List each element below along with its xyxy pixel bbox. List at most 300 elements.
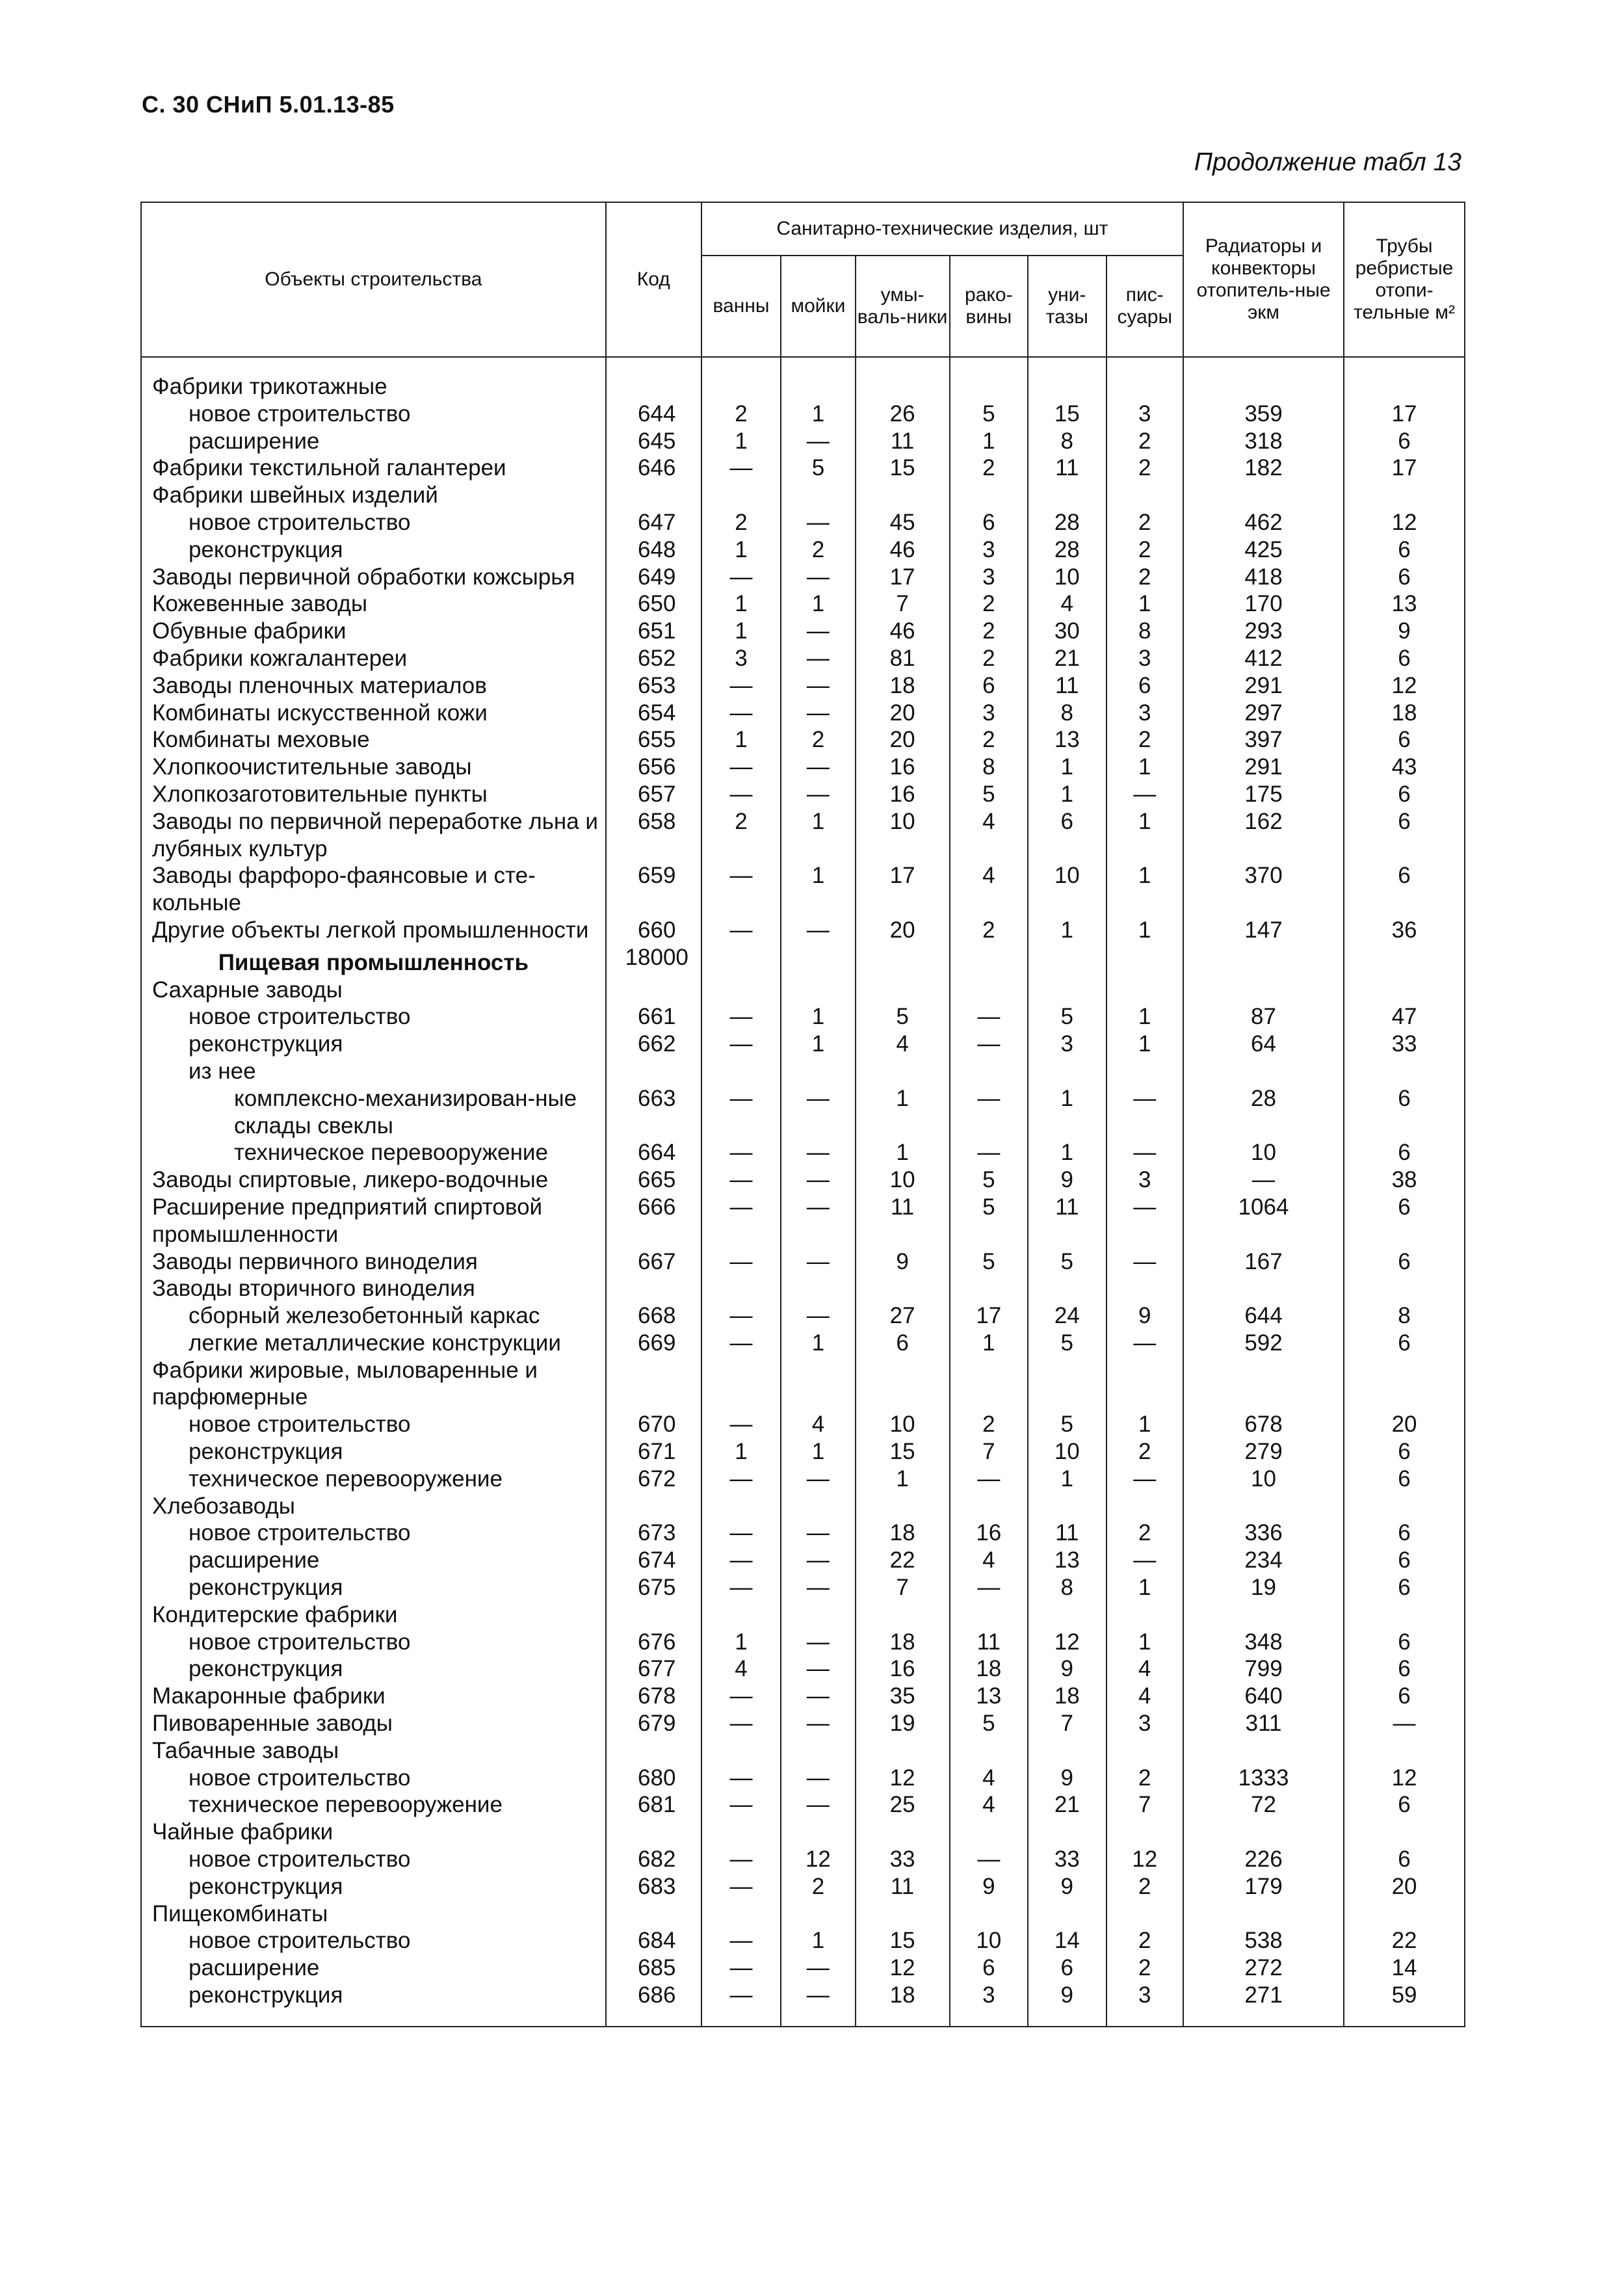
- value-cell: 8: [1028, 1574, 1106, 1601]
- table-row: [141, 1085, 1465, 1140]
- value-cell: 2: [1107, 1954, 1183, 1982]
- value-cell: [781, 1493, 855, 1520]
- value-cell: [701, 357, 781, 401]
- object-name: Чайные фабрики: [141, 1819, 606, 1846]
- header-pipes: Трубы ребристые отопи-тельные м²: [1344, 202, 1465, 357]
- value-cell: 4: [950, 808, 1028, 863]
- value-cell: 5: [1028, 1411, 1106, 1438]
- value-cell: —: [1107, 1466, 1183, 1493]
- value-cell: 1: [781, 401, 855, 428]
- value-cell: 2: [1107, 454, 1183, 482]
- value-cell: 38: [1344, 1166, 1465, 1194]
- value-cell: 17: [1344, 401, 1465, 428]
- value-cell: 24: [1028, 1302, 1106, 1330]
- object-code: 665: [606, 1166, 701, 1194]
- value-cell: 2: [1107, 1927, 1183, 1954]
- object-code: 649: [606, 564, 701, 591]
- object-code: 658: [606, 808, 701, 863]
- object-code: 677: [606, 1655, 701, 1683]
- value-cell: [1344, 1819, 1465, 1846]
- value-cell: 64: [1183, 1031, 1344, 1058]
- value-cell: 20: [856, 700, 950, 727]
- value-cell: 1: [1028, 1085, 1106, 1140]
- value-cell: [1183, 1819, 1344, 1846]
- value-cell: 16: [856, 781, 950, 808]
- value-cell: 10: [1028, 862, 1106, 917]
- object-name: комплексно-механизирован-ные склады свеклы: [141, 1085, 606, 1140]
- value-cell: —: [781, 1710, 855, 1737]
- value-cell: 147: [1183, 917, 1344, 944]
- value-cell: 6: [1344, 1629, 1465, 1656]
- value-cell: 12: [1344, 672, 1465, 700]
- value-cell: 2: [1107, 536, 1183, 564]
- table-row: [141, 1275, 1465, 1302]
- value-cell: 4: [781, 1411, 855, 1438]
- value-cell: 279: [1183, 1438, 1344, 1466]
- value-cell: —: [701, 1873, 781, 1900]
- value-cell: 6: [1028, 1954, 1106, 1982]
- value-cell: [1344, 482, 1465, 509]
- object-name: Обувные фабрики: [141, 618, 606, 645]
- value-cell: 45: [856, 509, 950, 536]
- value-cell: —: [950, 1085, 1028, 1140]
- table-row: [141, 1873, 1465, 1900]
- value-cell: 15: [1028, 401, 1106, 428]
- table-row: [141, 1819, 1465, 1846]
- object-name: расширение: [141, 1547, 606, 1574]
- value-cell: [701, 482, 781, 509]
- value-cell: 4: [856, 1031, 950, 1058]
- value-cell: —: [701, 1166, 781, 1194]
- value-cell: 2: [701, 509, 781, 536]
- object-name: Расширение предприятий спиртовой промышленности: [141, 1194, 606, 1248]
- value-cell: 19: [1183, 1574, 1344, 1601]
- object-code: [606, 1275, 701, 1302]
- section-heading: Пищевая промышленность: [141, 944, 606, 977]
- value-cell: —: [701, 917, 781, 944]
- table-row: [141, 1139, 1465, 1166]
- object-code: 679: [606, 1710, 701, 1737]
- value-cell: 170: [1183, 590, 1344, 618]
- table-row: [141, 1166, 1465, 1194]
- value-cell: 6: [950, 672, 1028, 700]
- value-cell: [950, 1058, 1028, 1085]
- value-cell: 1: [701, 1438, 781, 1466]
- value-cell: 18: [856, 1982, 950, 2027]
- object-code: [606, 1058, 701, 1085]
- value-cell: 1: [1107, 1411, 1183, 1438]
- table-row: [141, 1411, 1465, 1438]
- object-code: 647: [606, 509, 701, 536]
- value-cell: [856, 1058, 950, 1085]
- value-cell: [1344, 977, 1465, 1004]
- table-row: [141, 1900, 1465, 1928]
- value-cell: 1: [1107, 862, 1183, 917]
- value-cell: [701, 1275, 781, 1302]
- value-cell: 1: [781, 1003, 855, 1031]
- value-cell: 6: [1344, 1574, 1465, 1601]
- object-code: 672: [606, 1466, 701, 1493]
- value-cell: 8: [1107, 618, 1183, 645]
- value-cell: 1: [1107, 1031, 1183, 1058]
- object-name: Кожевенные заводы: [141, 590, 606, 618]
- table-continuation-label: Продолжение табл 13: [1194, 148, 1461, 176]
- value-cell: 1: [781, 1330, 855, 1357]
- header-toilets: уни-тазы: [1028, 256, 1106, 357]
- value-cell: 20: [856, 726, 950, 754]
- value-cell: 11: [856, 428, 950, 455]
- value-cell: —: [1107, 1194, 1183, 1248]
- table-row: [141, 1330, 1465, 1357]
- value-cell: —: [1107, 1139, 1183, 1166]
- value-cell: —: [781, 1629, 855, 1656]
- value-cell: —: [701, 1791, 781, 1819]
- value-cell: [1028, 1357, 1106, 1412]
- value-cell: [950, 1493, 1028, 1520]
- object-code: 666: [606, 1194, 701, 1248]
- value-cell: [1183, 944, 1344, 977]
- value-cell: [856, 1601, 950, 1629]
- value-cell: [1107, 1493, 1183, 1520]
- value-cell: —: [781, 645, 855, 672]
- value-cell: 1: [701, 618, 781, 645]
- value-cell: —: [1344, 1710, 1465, 1737]
- object-name: Фабрики кожгалантереи: [141, 645, 606, 672]
- value-cell: 1: [1107, 917, 1183, 944]
- value-cell: —: [701, 754, 781, 781]
- table-row: [141, 454, 1465, 482]
- value-cell: 6: [1344, 862, 1465, 917]
- value-cell: 1: [781, 1438, 855, 1466]
- value-cell: —: [950, 1139, 1028, 1166]
- value-cell: 1: [856, 1085, 950, 1140]
- table-row: [141, 862, 1465, 917]
- value-cell: 678: [1183, 1411, 1344, 1438]
- value-cell: 18: [856, 1519, 950, 1547]
- value-cell: 81: [856, 645, 950, 672]
- value-cell: 1064: [1183, 1194, 1344, 1248]
- table-row: [141, 1031, 1465, 1058]
- table-row: [141, 1765, 1465, 1792]
- value-cell: [781, 1357, 855, 1412]
- value-cell: [856, 1737, 950, 1765]
- value-cell: —: [781, 618, 855, 645]
- value-cell: 3: [1107, 1982, 1183, 2027]
- value-cell: [1028, 1275, 1106, 1302]
- value-cell: 9: [1028, 1873, 1106, 1900]
- value-cell: —: [701, 1547, 781, 1574]
- value-cell: [1107, 1737, 1183, 1765]
- object-code: 669: [606, 1330, 701, 1357]
- value-cell: [1028, 357, 1106, 401]
- object-code: 684: [606, 1927, 701, 1954]
- object-name: реконструкция: [141, 536, 606, 564]
- value-cell: 272: [1183, 1954, 1344, 1982]
- value-cell: 297: [1183, 700, 1344, 727]
- value-cell: —: [781, 428, 855, 455]
- value-cell: 10: [1028, 1438, 1106, 1466]
- value-cell: —: [781, 754, 855, 781]
- value-cell: 1: [1107, 1629, 1183, 1656]
- value-cell: —: [781, 1954, 855, 1982]
- value-cell: [1183, 1737, 1344, 1765]
- object-code: [606, 357, 701, 401]
- value-cell: —: [701, 862, 781, 917]
- table-row: [141, 1574, 1465, 1601]
- value-cell: 10: [856, 808, 950, 863]
- value-cell: 6: [1344, 808, 1465, 863]
- table-row: [141, 1493, 1465, 1520]
- header-radiators: Радиаторы и конвекторы отопитель-ные экм: [1183, 202, 1344, 357]
- object-code: 657: [606, 781, 701, 808]
- object-name: новое строительство: [141, 1765, 606, 1792]
- value-cell: [1344, 1275, 1465, 1302]
- value-cell: [1344, 1900, 1465, 1928]
- value-cell: 9: [1028, 1655, 1106, 1683]
- value-cell: 14: [1028, 1927, 1106, 1954]
- value-cell: 11: [1028, 672, 1106, 700]
- value-cell: 2: [950, 726, 1028, 754]
- value-cell: 46: [856, 536, 950, 564]
- object-name: Фабрики трикотажные: [141, 357, 606, 401]
- value-cell: 10: [1028, 564, 1106, 591]
- value-cell: [701, 1737, 781, 1765]
- value-cell: [1183, 1601, 1344, 1629]
- object-code: 667: [606, 1248, 701, 1276]
- object-code: 652: [606, 645, 701, 672]
- value-cell: 10: [950, 1927, 1028, 1954]
- value-cell: 4: [950, 1765, 1028, 1792]
- value-cell: 59: [1344, 1982, 1465, 2027]
- table-row: [141, 1357, 1465, 1412]
- value-cell: 5: [1028, 1330, 1106, 1357]
- object-name: техническое перевооружение: [141, 1466, 606, 1493]
- value-cell: 19: [856, 1710, 950, 1737]
- value-cell: 6: [1344, 428, 1465, 455]
- value-cell: [781, 1275, 855, 1302]
- value-cell: 20: [1344, 1873, 1465, 1900]
- value-cell: 6: [1344, 1466, 1465, 1493]
- table-row: [141, 428, 1465, 455]
- value-cell: [950, 1357, 1028, 1412]
- value-cell: 5: [950, 401, 1028, 428]
- value-cell: 33: [1028, 1846, 1106, 1873]
- table-row: [141, 1438, 1465, 1466]
- object-name: Комбинаты меховые: [141, 726, 606, 754]
- object-name: расширение: [141, 1954, 606, 1982]
- value-cell: 8: [1344, 1302, 1465, 1330]
- value-cell: 6: [1344, 1248, 1465, 1276]
- value-cell: 11: [1028, 1519, 1106, 1547]
- value-cell: —: [701, 1710, 781, 1737]
- value-cell: [1028, 1058, 1106, 1085]
- value-cell: 336: [1183, 1519, 1344, 1547]
- object-code: 653: [606, 672, 701, 700]
- value-cell: 6: [1107, 672, 1183, 700]
- table-row: [141, 1791, 1465, 1819]
- value-cell: —: [781, 672, 855, 700]
- value-cell: 15: [856, 454, 950, 482]
- header-code: Код: [606, 202, 701, 357]
- object-name: Пищекомбинаты: [141, 1900, 606, 1928]
- object-name: Кондитерские фабрики: [141, 1601, 606, 1629]
- object-name: Пивоваренные заводы: [141, 1710, 606, 1737]
- value-cell: 21: [1028, 645, 1106, 672]
- object-code: 654: [606, 700, 701, 727]
- object-code: [606, 1737, 701, 1765]
- value-cell: 43: [1344, 754, 1465, 781]
- value-cell: 12: [1028, 1629, 1106, 1656]
- object-code: 645: [606, 428, 701, 455]
- value-cell: —: [701, 1031, 781, 1058]
- value-cell: [1028, 944, 1106, 977]
- value-cell: [1107, 1900, 1183, 1928]
- value-cell: —: [701, 1466, 781, 1493]
- value-cell: 5: [781, 454, 855, 482]
- object-code: 673: [606, 1519, 701, 1547]
- value-cell: 7: [950, 1438, 1028, 1466]
- value-cell: 6: [1344, 645, 1465, 672]
- object-code: 674: [606, 1547, 701, 1574]
- object-name: новое строительство: [141, 1927, 606, 1954]
- value-cell: 13: [1344, 590, 1465, 618]
- value-cell: [781, 1058, 855, 1085]
- value-cell: 5: [1028, 1003, 1106, 1031]
- value-cell: 12: [856, 1765, 950, 1792]
- value-cell: [701, 1900, 781, 1928]
- value-cell: [1107, 1357, 1183, 1412]
- table-row: [141, 509, 1465, 536]
- value-cell: 1: [1107, 1003, 1183, 1031]
- value-cell: 13: [1028, 726, 1106, 754]
- page-header: С. 30 СНиП 5.01.13-85: [142, 91, 395, 118]
- value-cell: 10: [1183, 1466, 1344, 1493]
- value-cell: 17: [856, 862, 950, 917]
- value-cell: 425: [1183, 536, 1344, 564]
- value-cell: [781, 1819, 855, 1846]
- value-cell: 226: [1183, 1846, 1344, 1873]
- value-cell: [1028, 1900, 1106, 1928]
- value-cell: 4: [701, 1655, 781, 1683]
- value-cell: 1: [1107, 1574, 1183, 1601]
- value-cell: 11: [950, 1629, 1028, 1656]
- object-code: [606, 977, 701, 1004]
- object-code: 655: [606, 726, 701, 754]
- table-row: [141, 1655, 1465, 1683]
- value-cell: 412: [1183, 645, 1344, 672]
- value-cell: 1: [856, 1466, 950, 1493]
- value-cell: 1333: [1183, 1765, 1344, 1792]
- value-cell: 2: [950, 618, 1028, 645]
- value-cell: [950, 977, 1028, 1004]
- object-code: 656: [606, 754, 701, 781]
- value-cell: 9: [950, 1873, 1028, 1900]
- table-row: [141, 917, 1465, 944]
- value-cell: 3: [950, 536, 1028, 564]
- value-cell: 6: [1344, 1194, 1465, 1248]
- object-code: [606, 1900, 701, 1928]
- value-cell: 26: [856, 401, 950, 428]
- value-cell: —: [1107, 781, 1183, 808]
- value-cell: 87: [1183, 1003, 1344, 1031]
- object-code: 680: [606, 1765, 701, 1792]
- header-washbasins: умы-валь-ники: [856, 256, 950, 357]
- value-cell: 33: [856, 1846, 950, 1873]
- object-name: Заводы первичной обработки кожсырья: [141, 564, 606, 591]
- value-cell: 6: [1344, 1438, 1465, 1466]
- value-cell: [1028, 1737, 1106, 1765]
- object-name: реконструкция: [141, 1031, 606, 1058]
- table-row: [141, 1710, 1465, 1737]
- value-cell: [1107, 1819, 1183, 1846]
- value-cell: [856, 944, 950, 977]
- value-cell: 12: [1344, 1765, 1465, 1792]
- value-cell: 3: [1107, 1710, 1183, 1737]
- value-cell: [781, 1601, 855, 1629]
- value-cell: [781, 977, 855, 1004]
- object-name: Заводы по первичной переработке льна и лубяных культур: [141, 808, 606, 863]
- value-cell: 4: [950, 1791, 1028, 1819]
- value-cell: [950, 944, 1028, 977]
- value-cell: 17: [856, 564, 950, 591]
- value-cell: [1344, 1737, 1465, 1765]
- value-cell: 5: [950, 781, 1028, 808]
- table-row: [141, 1982, 1465, 2027]
- value-cell: 12: [856, 1954, 950, 1982]
- value-cell: [1183, 357, 1344, 401]
- value-cell: [1028, 1493, 1106, 1520]
- object-name: легкие металлические конструкции: [141, 1330, 606, 1357]
- value-cell: 348: [1183, 1629, 1344, 1656]
- value-cell: [856, 357, 950, 401]
- object-name: Табачные заводы: [141, 1737, 606, 1765]
- value-cell: [1344, 357, 1465, 401]
- table-row: [141, 590, 1465, 618]
- table-row: [141, 977, 1465, 1004]
- value-cell: 291: [1183, 672, 1344, 700]
- value-cell: [950, 1819, 1028, 1846]
- value-cell: 2: [1107, 564, 1183, 591]
- value-cell: 18: [856, 672, 950, 700]
- object-code: 683: [606, 1873, 701, 1900]
- value-cell: 17: [950, 1302, 1028, 1330]
- value-cell: —: [701, 454, 781, 482]
- value-cell: —: [1107, 1330, 1183, 1357]
- value-cell: —: [701, 1302, 781, 1330]
- value-cell: 1: [1107, 808, 1183, 863]
- value-cell: 72: [1183, 1791, 1344, 1819]
- value-cell: 640: [1183, 1683, 1344, 1710]
- object-code: 678: [606, 1683, 701, 1710]
- value-cell: 1: [1028, 754, 1106, 781]
- object-name: техническое перевооружение: [141, 1139, 606, 1166]
- value-cell: —: [701, 700, 781, 727]
- table-row: [141, 645, 1465, 672]
- value-cell: [701, 1819, 781, 1846]
- value-cell: —: [781, 781, 855, 808]
- value-cell: 6: [1028, 808, 1106, 863]
- value-cell: [1183, 1275, 1344, 1302]
- value-cell: 2: [950, 590, 1028, 618]
- value-cell: 3: [1028, 1031, 1106, 1058]
- value-cell: 9: [856, 1248, 950, 1276]
- value-cell: —: [1107, 1547, 1183, 1574]
- value-cell: —: [781, 1248, 855, 1276]
- value-cell: 1: [701, 1629, 781, 1656]
- value-cell: —: [701, 1574, 781, 1601]
- table-row: [141, 357, 1465, 401]
- value-cell: —: [781, 1765, 855, 1792]
